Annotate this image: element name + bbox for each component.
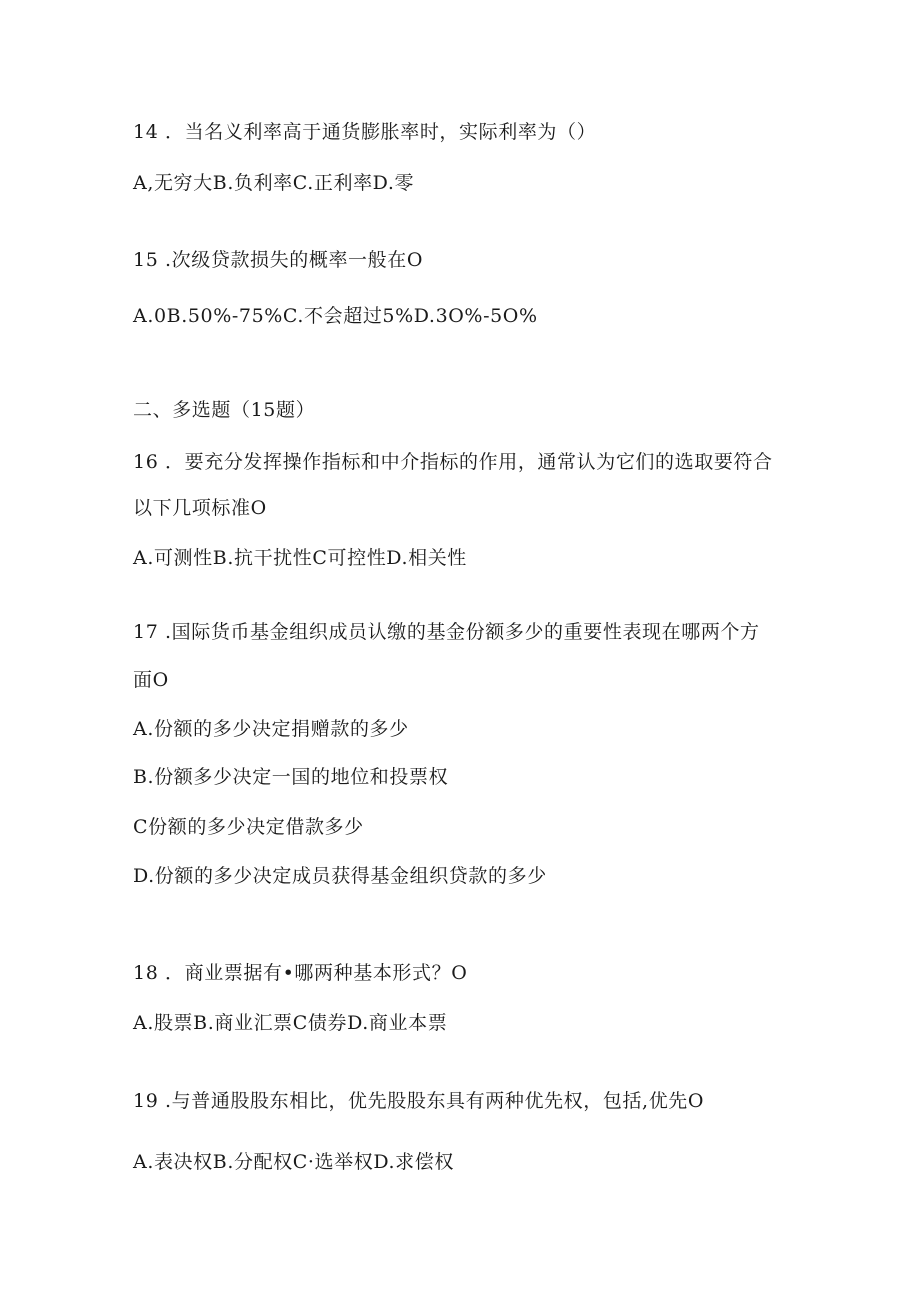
question-19: 19 .与普通股股东相比，优先股股东具有两种优先权，包括,优先O [133,1090,705,1112]
question-17-option-b: B.份额多少决定一国的地位和投票权 [133,766,449,788]
question-16-continued: 以下几项标准O [133,497,267,519]
question-14-options: A,无穷大B.负利率C.正利率D.零 [133,172,415,194]
question-16-options: A.可测性B.抗干扰性C可控性D.相关性 [133,547,467,569]
question-15-options: A.0B.50%-75%C.不会超过5%D.3O%-5O% [133,305,538,327]
question-17-option-c: C份额的多少决定借款多少 [133,816,364,838]
question-17-option-d: D.份额的多少决定成员获得基金组织贷款的多少 [133,865,547,887]
question-17-option-a: A.份额的多少决定捐赠款的多少 [133,718,409,740]
question-17: 17 .国际货币基金组织成员认缴的基金份额多少的重要性表现在哪两个方 [133,621,760,643]
question-15: 15 .次级贷款损失的概率一般在O [133,249,424,271]
question-17-continued: 面O [133,669,169,691]
question-16: 16 ．要充分发挥操作指标和中介指标的作用，通常认为它们的选取要符合 [133,451,773,473]
question-19-options: A.表决权B.分配权C·选举权D.求偿权 [133,1151,454,1173]
question-14: 14 ．当名义利率高于通货膨胀率时，实际利率为（） [133,121,597,143]
section-heading: 二、多选题（15题） [133,399,316,421]
question-18-options: A.股票B.商业汇票C债券D.商业本票 [133,1012,448,1034]
question-18: 18 ．商业票据有•哪两种基本形式？O [133,962,468,984]
